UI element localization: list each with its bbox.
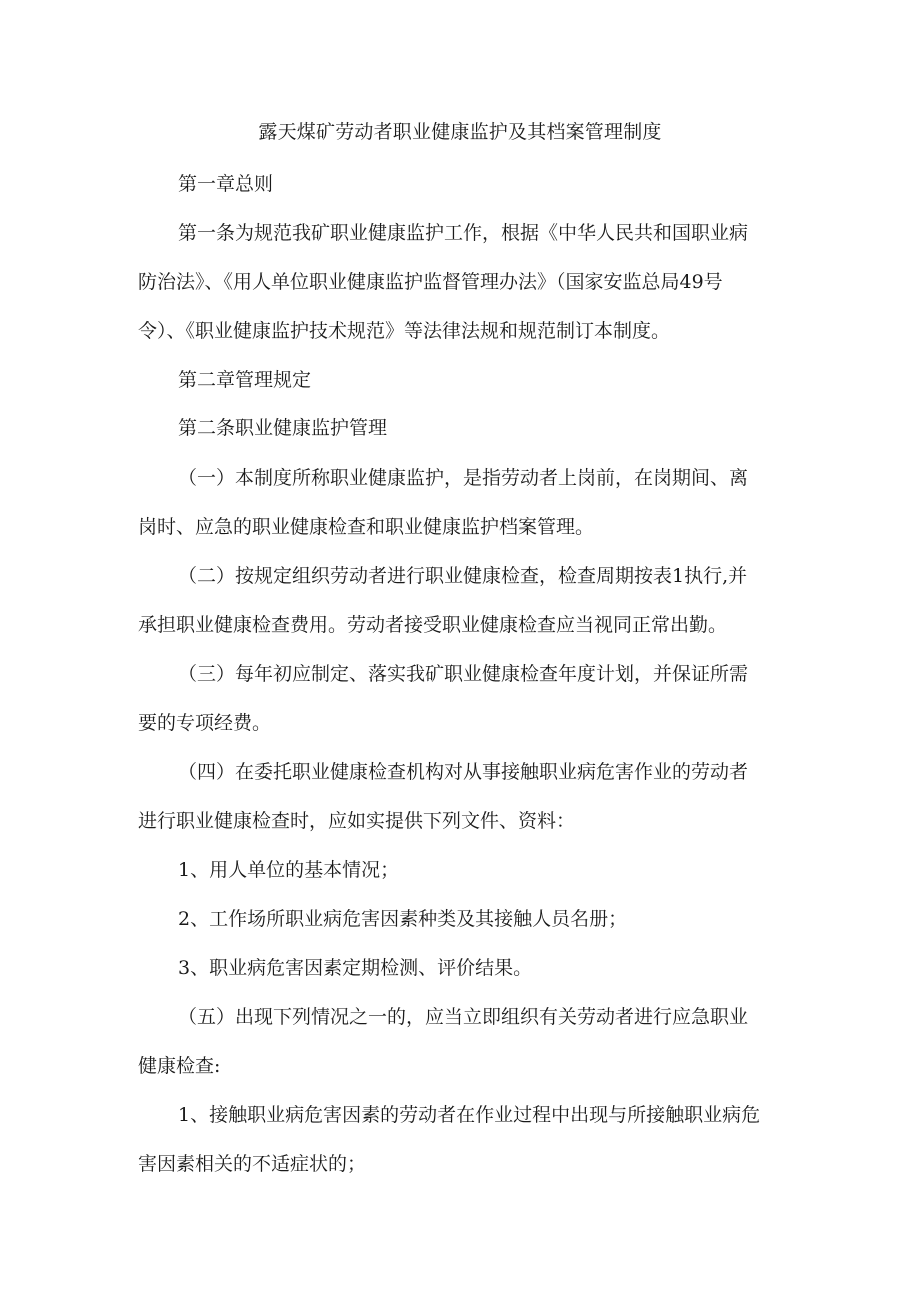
item-1-line-2: 岗时、应急的职业健康检查和职业健康监护档案管理。 [138, 516, 595, 538]
article-1-line-1: 第一条为规范我矿职业健康监护工作，根据《中华人民共和国职业病 [178, 222, 749, 244]
item-3-line-1: （三）每年初应制定、落实我矿职业健康检查年度计划，并保证所需 [178, 663, 749, 685]
item-2-line-1: （二）按规定组织劳动者进行职业健康检查，检查周期按表1执行,并 [178, 565, 748, 587]
item-2-line-2: 承担职业健康检查费用。劳动者接受职业健康检查应当视同正常出勤。 [138, 614, 728, 636]
article-2-heading: 第二条职业健康监护管理 [178, 417, 388, 439]
item-3-line-2: 要的专项经费。 [138, 712, 272, 734]
item-4-sub-2: 2、工作场所职业病危害因素种类及其接触人员名册； [178, 908, 628, 930]
item-5-sub-1-line-2: 害因素相关的不适症状的； [138, 1153, 367, 1175]
item-4-line-1: （四）在委托职业健康检查机构对从事接触职业病危害作业的劳动者 [178, 761, 749, 783]
item-5-line-2: 健康检查: [138, 1055, 221, 1077]
item-5-sub-1-line-1: 1、接触职业病危害因素的劳动者在作业过程中出现与所接触职业病危 [178, 1104, 761, 1126]
chapter-1-heading: 第一章总则 [178, 173, 274, 195]
item-1-line-1: （一）本制度所称职业健康监护，是指劳动者上岗前，在岗期间、离 [178, 467, 749, 489]
item-5-line-1: （五）出现下列情况之一的，应当立即组织有关劳动者进行应急职业 [178, 1006, 749, 1028]
article-1-line-3: 令）、《职业健康监护技术规范》等法律法规和规范制订本制度。 [138, 320, 671, 342]
item-4-sub-3: 3、职业病危害因素定期检测、评价结果。 [178, 957, 533, 979]
item-4-line-2: 进行职业健康检查时，应如实提供下列文件、资料： [138, 810, 576, 832]
item-4-sub-1: 1、用人单位的基本情况； [178, 859, 400, 881]
chapter-2-heading: 第二章管理规定 [178, 369, 312, 391]
document-title: 露天煤矿劳动者职业健康监护及其档案管理制度 [258, 121, 662, 143]
article-1-line-2: 防治法》、《用人单位职业健康监护监督管理办法》（国家安监总局49号 [138, 271, 723, 293]
